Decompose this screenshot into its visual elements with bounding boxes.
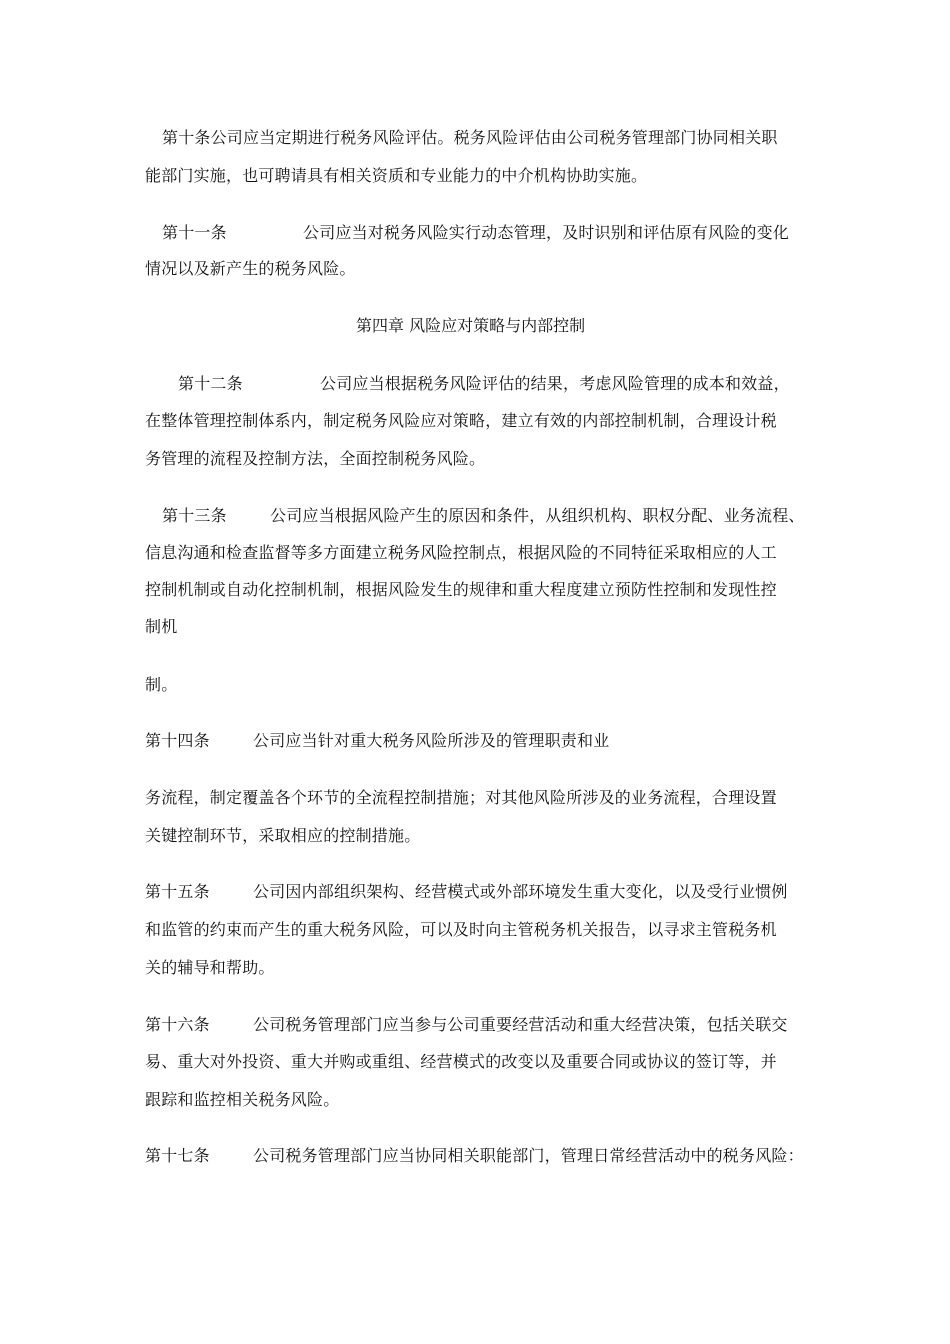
article-15-label: 第十五条	[145, 882, 210, 901]
article-10-line-1: 第十条公司应当定期进行税务风险评估。税务风险评估由公司税务管理部门协同相关职	[162, 128, 778, 147]
article-16-line-2: 易、重大对外投资、重大并购或重组、经营模式的改变以及重要合同或协议的签订等，并	[145, 1052, 777, 1071]
article-14-line-3: 关键控制环节，采取相应的控制措施。	[145, 826, 421, 845]
article-12-label: 第十二条	[178, 374, 243, 393]
article-13-line-3: 控制机制或自动化控制机制，根据风险发生的规律和重大程度建立预防性控制和发现性控	[145, 580, 777, 599]
article-13-text: 公司应当根据风险产生的原因和条件，从组织机构、职权分配、业务流程、	[270, 506, 805, 525]
article-14-label: 第十四条	[145, 731, 210, 750]
article-17-text: 公司税务管理部门应当协同相关职能部门，管理日常经营活动中的税务风险：	[253, 1146, 804, 1165]
article-12-line-2: 在整体管理控制体系内，制定税务风险应对策略，建立有效的内部控制机制，合理设计税	[145, 411, 777, 430]
article-16-text: 公司税务管理部门应当参与公司重要经营活动和重大经营决策，包括关联交	[253, 1015, 788, 1034]
article-10-line-2: 能部门实施，也可聘请具有相关资质和专业能力的中介机构协助实施。	[145, 166, 648, 185]
article-14-text: 公司应当针对重大税务风险所涉及的管理职责和业	[253, 731, 610, 750]
article-15-line-2: 和监管的约束而产生的重大税务风险，可以及时向主管税务机关报告，以寻求主管税务机	[145, 920, 777, 939]
article-13-line-5: 制。	[145, 675, 178, 694]
article-11-line-2: 情况以及新产生的税务风险。	[145, 259, 356, 278]
article-13-line-4: 制机	[145, 617, 178, 636]
article-13-line-2: 信息沟通和检查监督等多方面建立税务风险控制点，根据风险的不同特征采取相应的人工	[145, 543, 777, 562]
article-11-label: 第十一条	[162, 223, 227, 242]
article-17-label: 第十七条	[145, 1146, 210, 1165]
article-15-line-3: 关的辅导和帮助。	[145, 958, 275, 977]
chapter-4-heading: 第四章 风险应对策略与内部控制	[356, 316, 586, 335]
article-12-text: 公司应当根据税务风险评估的结果，考虑风险管理的成本和效益，	[320, 374, 790, 393]
article-16-label: 第十六条	[145, 1015, 210, 1034]
article-14-line-2: 务流程，制定覆盖各个环节的全流程控制措施；对其他风险所涉及的业务流程，合理设置	[145, 788, 777, 807]
article-15-text: 公司因内部组织架构、经营模式或外部环境发生重大变化，以及受行业惯例	[253, 882, 788, 901]
article-16-line-3: 跟踪和监控相关税务风险。	[145, 1090, 340, 1109]
article-11-text: 公司应当对税务风险实行动态管理，及时识别和评估原有风险的变化	[303, 223, 790, 242]
article-13-label: 第十三条	[162, 506, 227, 525]
article-12-line-3: 务管理的流程及控制方法，全面控制税务风险。	[145, 449, 486, 468]
